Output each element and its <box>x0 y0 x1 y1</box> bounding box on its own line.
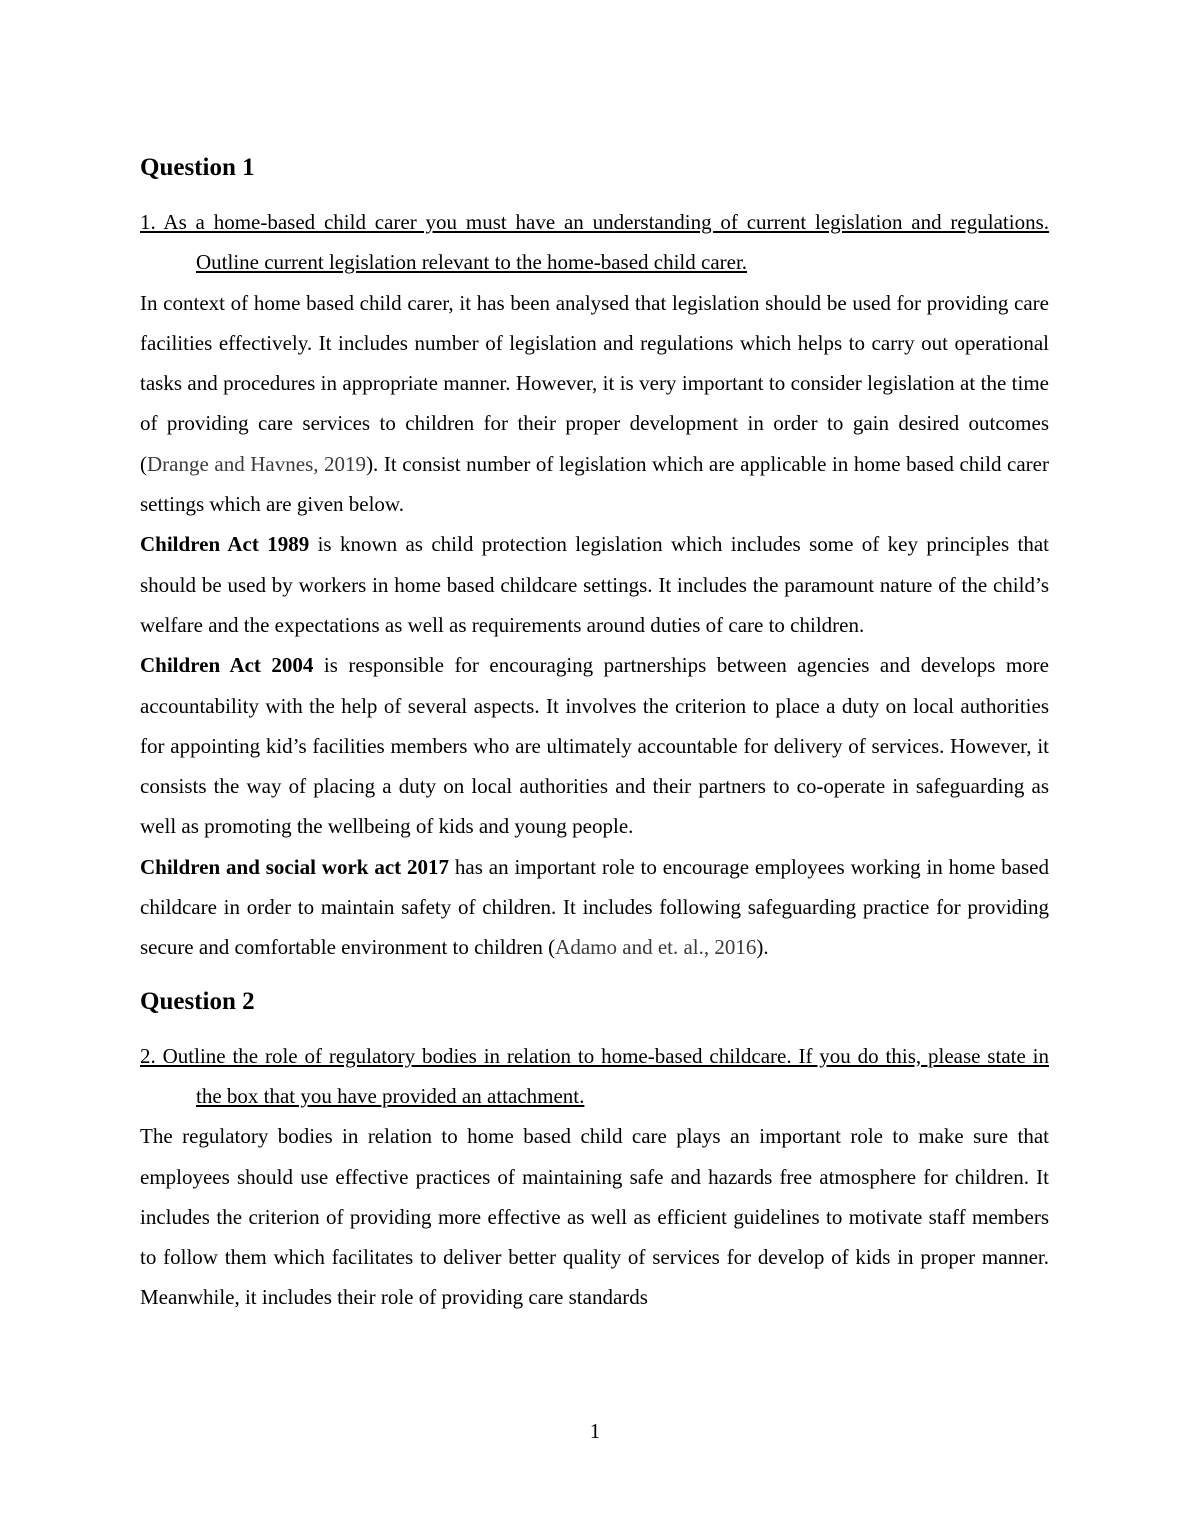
intro-paragraph <box>140 283 1049 525</box>
question-2-prompt: 2. Outline the role of regulatory bodies in relation to home-based childcare. If you do this, please state in the box that you have provided an attachment. <box>140 1043 1049 1108</box>
citation-adamo: Adamo and et. al., 2016 <box>555 935 757 960</box>
social-work-act-2017-text-before: has an important role to encourage employees working in home based childcare in order to maintain safety of children. It includes following safeguarding practice for providing secure and comfortable environment to children ( <box>140 854 1050 960</box>
social-work-act-2017-text-after: ). <box>756 935 769 960</box>
social-work-act-2017-paragraph <box>140 847 1049 968</box>
page-content <box>140 148 1049 1318</box>
question-1-heading: Question 1 <box>140 154 255 181</box>
question-1-prompt: 1. As a home-based child carer you must have an understanding of current legislation and regulations. Outline current legislation relevant to the home-based child carer. <box>140 210 1049 275</box>
intro-text-after: ). It consist number of legislation which are applicable in home based child carer settings which are given below. <box>140 451 1049 517</box>
citation-drange-havnes: Drange and Havnes, 2019 <box>147 451 367 476</box>
children-act-2004-paragraph <box>140 645 1049 846</box>
page-number: 1 <box>589 1419 601 1443</box>
social-work-act-2017-title: Children and social work act 2017 <box>140 854 450 879</box>
question-2-heading: Question 2 <box>140 987 255 1015</box>
intro-text-before: In context of home based child carer, it has been analysed that legislation should be used for providing care facilities effectively. It includes number of legislation and regulations which helps to carry out operational tasks and procedures in appropriate manner. However, it is very important to consider legislation at the time of providing care services to children for their proper development in order to gain desired outcomes ( <box>140 290 1049 476</box>
regulatory-bodies-paragraph: The regulatory bodies in relation to home based child care plays an important role to make sure that employees should use effective practices of maintaining safe and hazards free atmosphere for children. It includes the criterion of providing more effective as well as efficient guidelines to motivate staff members to follow them which facilitates to deliver better quality of services for develop of kids in proper manner. Meanwhile, it includes their role of providing care standards <box>140 1124 1049 1310</box>
children-act-1989-text: is known as child protection legislation which includes some of key principles that should be used by workers in home based childcare settings. It includes the paramount nature of the child’s welfare and the expectations as well as requirements around duties of care to children. <box>140 532 1049 637</box>
children-act-1989-title: Children Act 1989 <box>140 532 310 557</box>
children-act-2004-title: Children Act 2004 <box>140 653 314 678</box>
children-act-1989-paragraph <box>140 524 1049 645</box>
children-act-2004-text: is responsible for encouraging partnerships between agencies and develops more accountability with the help of several aspects. It involves the criterion to place a duty on local authorities for appointing kid’s facilities members who are ultimately accountable for delivery of services. However, it consists the way of placing a duty on local authorities and their partners to co-operate in safeguarding as well as promoting the wellbeing of kids and young people. <box>140 653 1049 839</box>
